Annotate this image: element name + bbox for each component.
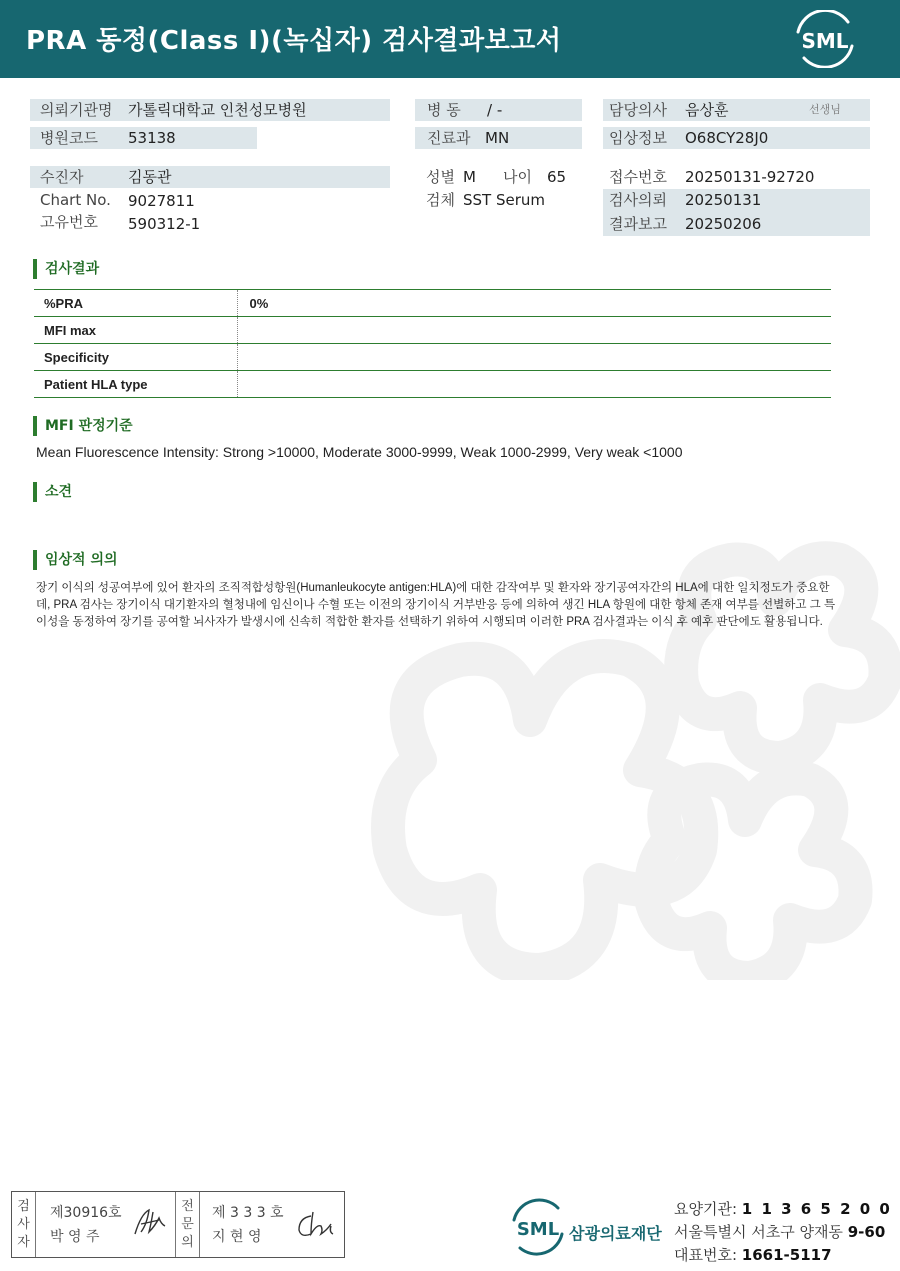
footer-phone-value: 1661-5117 <box>741 1246 832 1264</box>
clinical-significance-text: 장기 이식의 성공여부에 있어 환자의 조직적합성항원(Humanleukocyte antigen:HLA)에 대한 감작여부 및 환자와 장기공여자간의 HLA에 대한 일치정도가 중요한데, PRA 검사는 장기이식 대기환자의 혈청내에 임신이나 수혈 또는 이전의 장기이식 거부반응 등에 의하여 생긴 HLA 항원에 대한 항체 존재 여부를 선별하고 그 특이성을 동정하여 장기를 공여할 뇌사자가 발생시에 신속히 적합한 환자를 선택하기 위하여 시행되며 이러한 PRA 검사결과는 이식 후 예후 판단에도 활용됩니다. <box>36 582 836 628</box>
specialist-label: 전문의 <box>181 1199 194 1250</box>
doctor-label: 담당의사 <box>609 101 667 119</box>
tester-license-no: 제30916호 <box>50 1205 122 1221</box>
receipt-no-value: 20250131-92720 <box>685 168 815 186</box>
hospital-code-field <box>30 127 257 149</box>
sml-logo-text: SML <box>801 29 849 53</box>
date-box <box>603 189 870 236</box>
chart-no-value: 9027811 <box>128 192 195 210</box>
footer-phone-line <box>674 1244 832 1265</box>
unique-no-label: 고유번호 <box>40 213 98 231</box>
result-value: 0% <box>237 290 831 317</box>
signature-box <box>11 1191 345 1258</box>
specialist-license-no: 제 3 3 3 호 <box>212 1205 284 1221</box>
report-title: PRA 동정(Class I)(녹십자) 검사결과보고서 <box>26 26 562 56</box>
doctor-field <box>603 99 870 121</box>
patient-field <box>30 166 390 188</box>
hospital-code-value: 53138 <box>128 129 176 147</box>
report-header <box>0 0 900 78</box>
result-report-value: 20250206 <box>685 215 762 233</box>
section-title-clinical: 임상적 의의 <box>33 550 118 570</box>
result-report-label: 결과보고 <box>609 215 667 233</box>
result-key: MFI max <box>34 317 237 344</box>
specialist-vertical-label <box>176 1192 200 1257</box>
institution-label: 의뢰기관명 <box>40 101 113 119</box>
footer-address-line <box>674 1221 885 1242</box>
tester-vertical-label <box>12 1192 36 1257</box>
tester-signature-icon <box>131 1204 171 1240</box>
footer-address-no: 9-60 <box>847 1223 886 1241</box>
result-key: Patient HLA type <box>34 371 237 398</box>
department-label: 진료과 <box>427 129 471 147</box>
clinical-info-field <box>603 127 870 149</box>
age-value: 65 <box>547 168 567 186</box>
mfi-criteria-text: Mean Fluorescence Intensity: Strong >10000, Moderate 3000-9999, Weak 1000-2999, Very weak <1000 <box>36 444 683 460</box>
ward-label: 병 동 <box>427 101 461 119</box>
table-row <box>34 290 831 317</box>
receipt-no-label: 접수번호 <box>609 168 667 186</box>
test-request-label: 검사의뢰 <box>609 191 667 209</box>
result-value <box>237 317 831 344</box>
specialist-sign-area <box>200 1192 343 1257</box>
table-row <box>34 317 831 344</box>
result-key: Specificity <box>34 344 237 371</box>
department-value: MN <box>485 129 510 147</box>
result-key: %PRA <box>34 290 237 317</box>
specimen-value: SST Serum <box>463 191 546 209</box>
hospital-code-label: 병원코드 <box>40 129 98 147</box>
section-title-results: 검사결과 <box>33 259 99 279</box>
age-label: 나이 <box>503 168 532 186</box>
tester-name: 박 영 주 <box>50 1229 100 1245</box>
department-field <box>415 127 582 149</box>
sml-logo-icon <box>790 10 860 68</box>
sex-value: M <box>463 168 476 186</box>
section-title-opinion: 소견 <box>33 482 72 502</box>
patient-value: 김동관 <box>128 168 172 186</box>
result-value <box>237 344 831 371</box>
footer-address: 서울특별시 서초구 양재동 <box>674 1223 843 1241</box>
ward-value: / - <box>487 101 503 119</box>
results-table <box>34 289 831 398</box>
chart-no-label: Chart No. <box>40 191 111 209</box>
footer-code-label: 요양기관: <box>674 1200 738 1218</box>
ward-field <box>415 99 582 121</box>
tester-sign-area <box>36 1192 176 1257</box>
clinical-info-value: O68CY28J0 <box>685 129 769 147</box>
test-request-value: 20250131 <box>685 191 762 209</box>
institution-value: 가톨릭대학교 인천성모병원 <box>128 101 307 119</box>
specialist-name: 지 현 영 <box>212 1229 262 1245</box>
footer-logo-text: SML <box>516 1219 560 1240</box>
unique-no-value: 590312-1 <box>128 215 201 233</box>
institution-field <box>30 99 390 121</box>
footer-code-line <box>674 1198 892 1219</box>
section-title-mfi: MFI 판정기준 <box>33 416 133 436</box>
table-row <box>34 344 831 371</box>
doctor-suffix: 선생님 <box>809 103 841 116</box>
specialist-signature-icon <box>295 1208 339 1242</box>
table-row <box>34 371 831 398</box>
footer-code-value: 1 1 3 6 5 2 0 0 <box>741 1200 892 1218</box>
patient-label: 수진자 <box>40 168 84 186</box>
footer-sml-logo-icon <box>508 1198 568 1256</box>
specimen-label: 검체 <box>426 191 455 209</box>
doctor-value: 음상훈 <box>685 101 729 119</box>
sex-label: 성별 <box>426 168 455 186</box>
result-value <box>237 371 831 398</box>
clinical-info-label: 임상정보 <box>609 129 667 147</box>
footer-phone-label: 대표번호: <box>674 1246 738 1264</box>
tester-label: 검사자 <box>17 1199 30 1250</box>
footer-brand-name: 삼광의료재단 <box>569 1224 662 1243</box>
